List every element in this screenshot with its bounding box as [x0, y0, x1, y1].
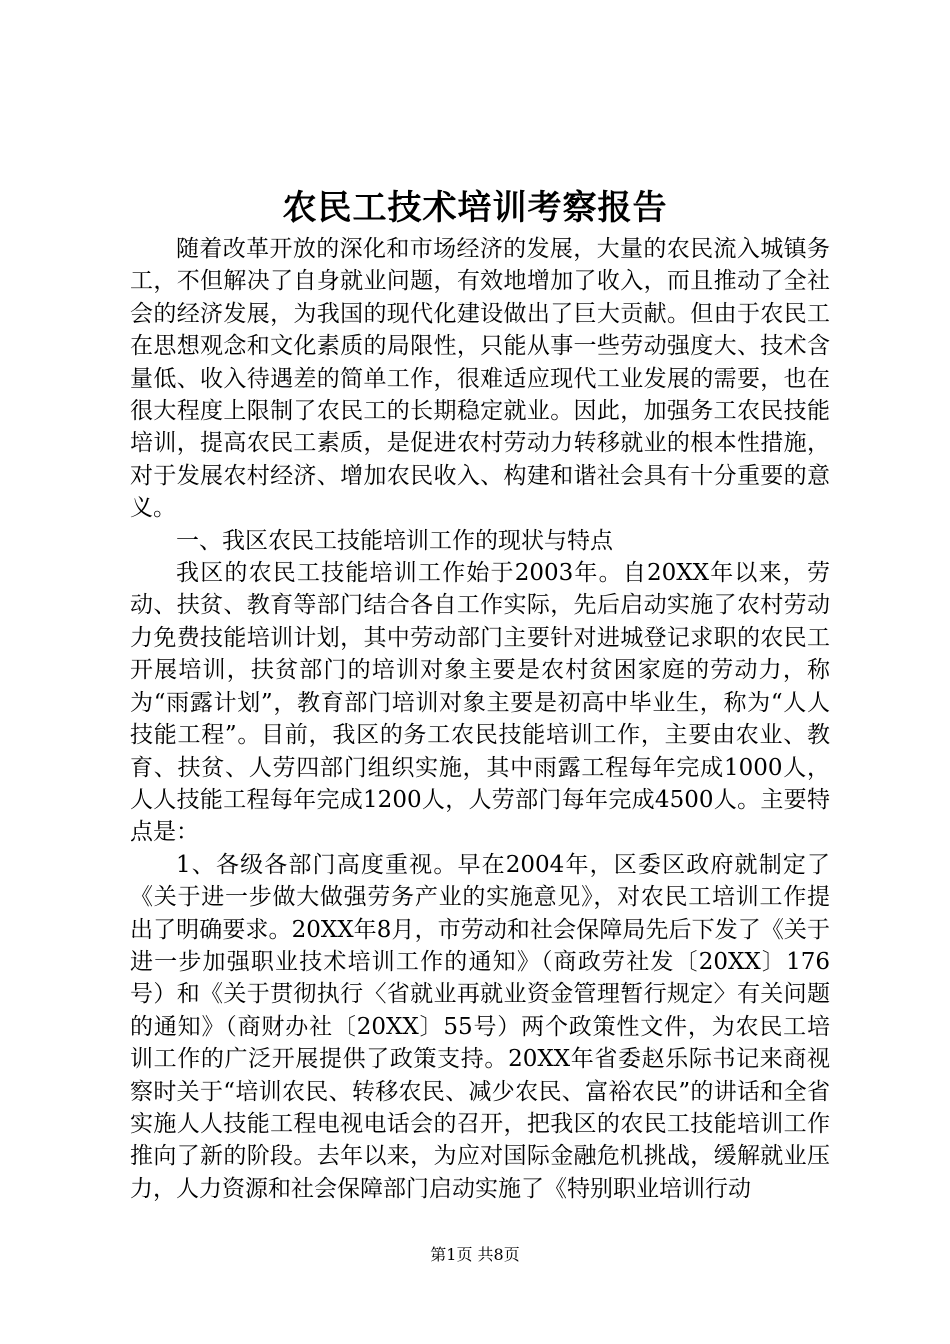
paragraph-status: 我区的农民工技能培训工作始于2003年。自20XX年以来，劳动、扶贫、教育等部门结合各自工作实际，先后启动实施了农村劳动力免费技能培训计划，其中劳动部门主要针对进城登记求职的农民工开展培训，扶贫部门的培训对象主要是农村贫困家庭的劳动力，称为“雨露计划”，教育部门培训对象主要是初高中毕业生，称为“人人技能工程”。目前，我区的务工农民技能培训工作，主要由农业、教育、扶贫、人劳四部门组织实施，其中雨露工程每年完成1000人，人人技能工程每年完成1200人，人劳部门每年完成4500人。主要特点是：	[130, 560, 830, 846]
paragraph-intro: 随着改革开放的深化和市场经济的发展，大量的农民流入城镇务工，不但解决了自身就业问题，有效地增加了收入，而且推动了全社会的经济发展，为我国的现代化建设做出了巨大贡献。但由于农民工在思想观念和文化素质的局限性，只能从事一些劳动强度大、技术含量低、收入待遇差的简单工作，很难适应现代工业发展的需要，也在很大程度上限制了农民工的长期稳定就业。因此，加强务工农民技能培训，提高农民工素质，是促进农村劳动力转移就业的根本性措施，对于发展农村经济、增加农民收入、构建和谐社会具有十分重要的意义。	[130, 236, 830, 522]
document-body	[130, 233, 830, 1205]
paragraph-point-1: 1、各级各部门高度重视。早在2004年，区委区政府就制定了《关于进一步做大做强劳务产业的实施意见》，对农民工培训工作提出了明确要求。20XX年8月，市劳动和社会保障局先后下发了《关于进一步加强职业技术培训工作的通知》（商政劳社发〔20XX〕176号）和《关于贯彻执行〈省就业再就业资金管理暂行规定〉有关问题的通知》（商财办社〔20XX〕55号）两个政策性文件，为农民工培训工作的广泛开展提供了政策支持。20XX年省委赵乐际书记来商视察时关于“培训农民、转移农民、减少农民、富裕农民”的讲话和全省实施人人技能工程电视电话会的召开，把我区的农民工技能培训工作推向了新的阶段。去年以来，为应对国际金融危机挑战，缓解就业压力，人力资源和社会保障部门启动实施了《特别职业培训行动	[130, 851, 830, 1202]
document-title: 农民工技术培训考察报告	[282, 188, 668, 228]
page-number-footer: 第1页 共8页	[430, 1245, 520, 1264]
section-heading-1: 一、我区农民工技能培训工作的现状与特点	[176, 527, 613, 554]
